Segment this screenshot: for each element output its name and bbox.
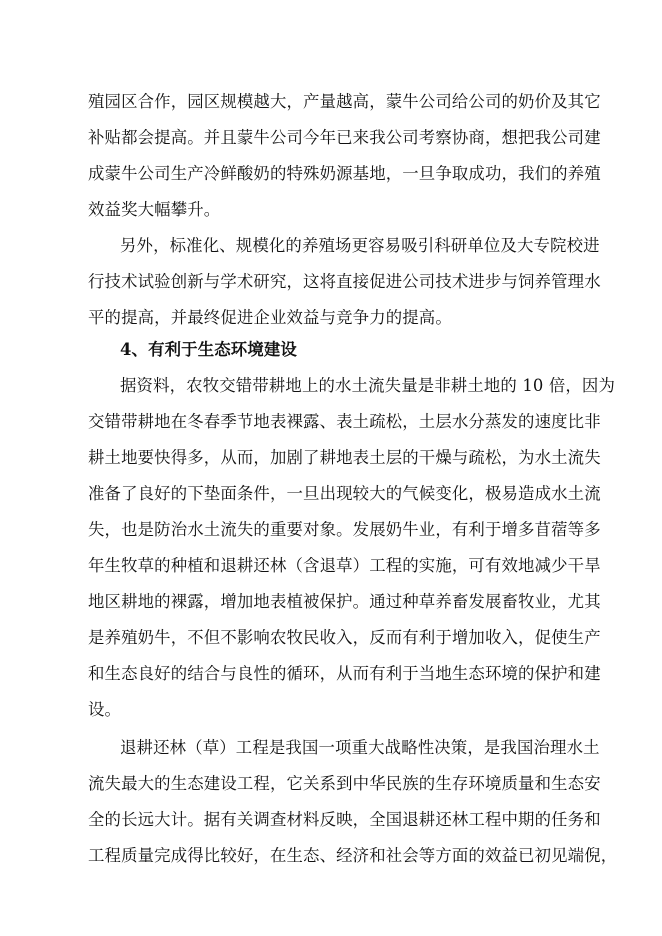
paragraph-line: 补贴都会提高。并且蒙牛公司今年已来我公司考察协商，想把我公司建	[88, 128, 601, 147]
paragraph-line: 另外，标准化、规模化的养殖场更容易吸引科研单位及大专院校进	[120, 236, 600, 255]
paragraph-line: 和生态良好的结合与良性的循环，从而有利于当地生态环境的保护和建	[88, 664, 601, 683]
paragraph-line: 准备了良好的下垫面条件，一旦出现较大的气候变化，极易造成水土流	[88, 484, 601, 503]
paragraph-line: 工程质量完成得比较好，在生态、经济和社会等方面的效益已初见端倪，	[88, 846, 618, 865]
paragraph-line: 流失最大的生态建设工程，它关系到中华民族的生存环境质量和生态安	[88, 774, 601, 793]
section-heading: 4、有利于生态环境建设	[120, 340, 297, 359]
paragraph-line: 退耕还林（草）工程是我国一项重大战略性决策，是我国治理水土	[120, 738, 600, 757]
paragraph-line: 全的长远大计。据有关调查材料反映，全国退耕还林工程中期的任务和	[88, 810, 601, 829]
paragraph-line: 平的提高，并最终促进企业效益与竞争力的提高。	[88, 308, 452, 327]
paragraph-line: 耕土地要快得多，从而，加剧了耕地表土层的干燥与疏松，为水土流失	[88, 448, 601, 467]
paragraph-line: 据资料，农牧交错带耕地上的水土流失量是非耕土地的 10 倍，因为	[120, 376, 616, 395]
paragraph-line: 设。	[88, 700, 122, 719]
paragraph-line: 年生牧草的种植和退耕还林（含退草）工程的实施，可有效地减少干旱	[88, 556, 601, 575]
paragraph-line: 行技术试验创新与学术研究，这将直接促进公司技术进步与饲养管理水	[88, 272, 601, 291]
paragraph-line: 失，也是防治水土流失的重要对象。发展奶牛业，有利于增多苜蓿等多	[88, 520, 601, 539]
paragraph-line: 殖园区合作，园区规模越大，产量越高，蒙牛公司给公司的奶价及其它	[88, 92, 601, 111]
paragraph-line: 是养殖奶牛，不但不影响农牧民收入，反而有利于增加收入，促使生产	[88, 628, 601, 647]
paragraph-line: 效益奖大幅攀升。	[88, 200, 221, 219]
paragraph-line: 地区耕地的裸露，增加地表植被保护。通过种草养畜发展畜牧业，尤其	[88, 592, 601, 611]
paragraph-line: 交错带耕地在冬春季节地表裸露、表土疏松，土层水分蒸发的速度比非	[88, 412, 601, 431]
paragraph-line: 成蒙牛公司生产冷鲜酸奶的特殊奶源基地，一旦争取成功，我们的养殖	[88, 164, 601, 183]
